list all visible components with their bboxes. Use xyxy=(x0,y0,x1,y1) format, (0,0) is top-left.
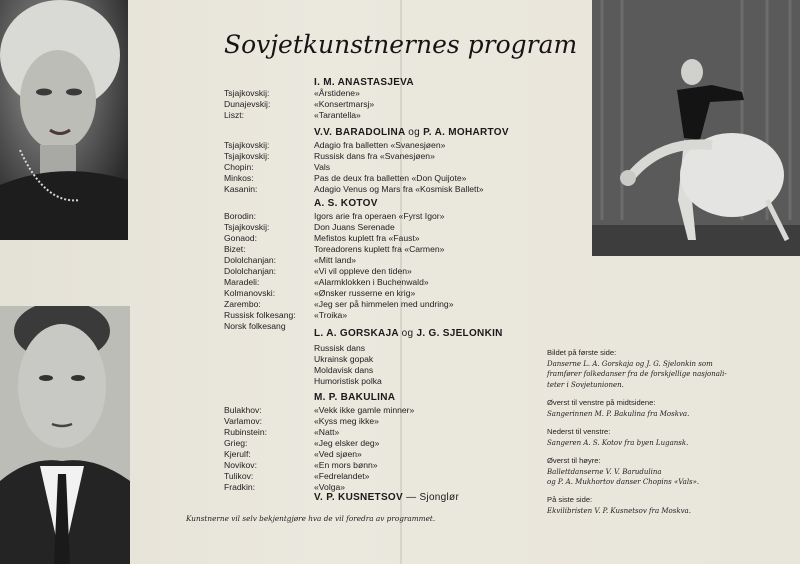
piece: «Årstidene» xyxy=(314,88,360,98)
composer: Zarembo: xyxy=(224,299,261,309)
composer-list-baradolina xyxy=(224,140,269,195)
piece: «Troika» xyxy=(314,310,348,320)
piece: «Fedrelandet» xyxy=(314,471,370,481)
piece-list-bakulina xyxy=(314,405,414,493)
caption-heading: Nederst til venstre: xyxy=(547,427,611,436)
performer-heading-baradolina-mohartov xyxy=(314,127,509,138)
caption-text: Danserne L. A. Gorskaja og J. G. Sjelonkin som xyxy=(547,359,713,368)
performer-role: — Sjonglør xyxy=(406,492,460,503)
caption-heading: Bildet på første side: xyxy=(547,348,617,357)
piece: Ukrainsk gopak xyxy=(314,354,374,364)
performer-heading-kusnetsov xyxy=(314,492,459,503)
composer: Norsk folkesang xyxy=(224,321,286,331)
composer: Novikov: xyxy=(224,460,257,470)
piece-list-anastasjeva xyxy=(314,88,374,121)
performer-name: V. P. KUSNETSOV xyxy=(314,492,403,503)
composer: Dololchanjan: xyxy=(224,266,277,276)
composer: Fradkin: xyxy=(224,482,256,492)
performer-name: L. A. GORSKAJA xyxy=(314,328,399,339)
composer: Minkos: xyxy=(224,173,254,183)
program-title: Sovjetkunstnernes program xyxy=(224,30,578,59)
piece: Adagio fra balletten «Svanesjøen» xyxy=(314,140,446,150)
composer: Bulakhov: xyxy=(224,405,262,415)
performer-name: P. A. MOHARTOV xyxy=(423,127,509,138)
composer: Kolmanovski: xyxy=(224,288,276,298)
caption-front-page xyxy=(547,348,727,390)
caption-top-right xyxy=(547,456,699,488)
composer: Kasanin: xyxy=(224,184,258,194)
performer-name: J. G. SJELONKIN xyxy=(416,328,503,339)
composer-list-anastasjeva xyxy=(224,88,270,121)
composer: Grieg: xyxy=(224,438,248,448)
caption-heading: Øverst til høyre: xyxy=(547,456,601,465)
performer-heading-anastasjeva: I. M. ANASTASJEVA xyxy=(314,77,414,88)
piece: «Volga» xyxy=(314,482,346,492)
piece-list-baradolina xyxy=(314,140,484,195)
piece: Russisk dans xyxy=(314,343,366,353)
piece-list-kotov xyxy=(314,211,454,321)
composer: Russisk folkesang: xyxy=(224,310,296,320)
composer: Tsjajkovskij: xyxy=(224,140,270,150)
piece: Igors arie fra operaen «Fyrst Igor» xyxy=(314,211,445,221)
portrait-singer-woman-photo xyxy=(0,0,128,240)
piece: Moldavisk dans xyxy=(314,365,374,375)
piece: «En mors bønn» xyxy=(314,460,378,470)
piece: «Vi vil oppleve den tiden» xyxy=(314,266,412,276)
performer-heading-kotov: A. S. KOTOV xyxy=(314,198,378,209)
caption-text: Ekvilibristen V. P. Kusnetsov fra Moskva. xyxy=(547,506,691,515)
piece: «Kyss meg ikke» xyxy=(314,416,379,426)
piece: Russisk dans fra «Svanesjøen» xyxy=(314,151,435,161)
piece: «Alarmklokken i Buchenwald» xyxy=(314,277,429,287)
composer: Borodin: xyxy=(224,211,257,221)
piece: Pas de deux fra balletten «Don Quijote» xyxy=(314,173,467,183)
piece: «Jeg ser på himmelen med undring» xyxy=(314,299,454,309)
piece: «Natt» xyxy=(314,427,340,437)
composer: Kjerulf: xyxy=(224,449,251,459)
performer-heading-bakulina: M. P. BAKULINA xyxy=(314,392,396,403)
caption-bottom-left xyxy=(547,427,688,448)
piece: Adagio Venus og Mars fra «Kosmisk Ballett» xyxy=(314,184,484,194)
caption-text: Ballettdanserne V. V. Barudulina xyxy=(547,467,662,476)
portrait-singer-man-photo xyxy=(0,306,130,564)
piece: «Ved sjøen» xyxy=(314,449,362,459)
composer: Liszt: xyxy=(224,110,245,120)
caption-top-left xyxy=(547,398,689,419)
composer: Tulikov: xyxy=(224,471,254,481)
piece: «Vekk ikke gamle minner» xyxy=(314,405,415,415)
program-footnote: Kunstnerne vil selv bekjentgjøre hva de vil foredra av programmet. xyxy=(186,514,436,523)
caption-last-page xyxy=(547,495,691,516)
caption-text: og P. A. Mukhortov danser Chopins «Vals». xyxy=(547,478,700,486)
piece: «Ønsker russerne en krig» xyxy=(314,288,416,298)
piece: Don Juans Serenade xyxy=(314,222,395,232)
piece: Humoristisk polka xyxy=(314,376,382,386)
composer: Dunajevskij: xyxy=(224,99,271,109)
joiner-text: og xyxy=(408,127,421,138)
caption-text: teter i Sovjetunionen. xyxy=(547,380,624,389)
caption-text: Sangerinnen M. P. Bakulina fra Moskva. xyxy=(547,409,690,418)
composer: Bizet: xyxy=(224,244,246,254)
piece: «Konsertmarsj» xyxy=(314,99,375,109)
composer: Tsjajkovskij: xyxy=(224,88,270,98)
composer: Rubinstein: xyxy=(224,427,267,437)
composer: Varlamov: xyxy=(224,416,263,426)
performer-heading-gorskaja-sjelonkin xyxy=(314,328,503,339)
piece: Mefistos kuplett fra «Faust» xyxy=(314,233,420,243)
piece: «Tarantella» xyxy=(314,110,361,120)
composer-list-bakulina xyxy=(224,405,267,493)
caption-text: Sangeren A. S. Kotov fra byen Lugansk. xyxy=(547,438,689,447)
performer-name: V.V. BARADOLINA xyxy=(314,127,406,138)
piece-list-gorskaja xyxy=(314,343,382,387)
piece: «Mitt land» xyxy=(314,255,357,265)
composer: Tsjajkovskij: xyxy=(224,151,270,161)
composer-list-kotov xyxy=(224,211,296,332)
composer: Maradeli: xyxy=(224,277,260,287)
ballet-dancers-photo xyxy=(592,0,800,256)
composer: Dololchanjan: xyxy=(224,255,277,265)
piece: «Jeg elsker deg» xyxy=(314,438,380,448)
composer: Tsjajkovskij: xyxy=(224,222,270,232)
caption-heading: På siste side: xyxy=(547,495,593,504)
composer: Gonaod: xyxy=(224,233,257,243)
caption-text: framfører folkedanser fra de forskjellige nasjonali- xyxy=(547,370,727,378)
piece: Toreadorens kuplett fra «Carmen» xyxy=(314,244,445,254)
caption-heading: Øverst til venstre på midtsidene: xyxy=(547,398,656,407)
joiner-text: og xyxy=(401,328,414,339)
composer: Chopin: xyxy=(224,162,254,172)
piece: Vals xyxy=(314,162,331,172)
